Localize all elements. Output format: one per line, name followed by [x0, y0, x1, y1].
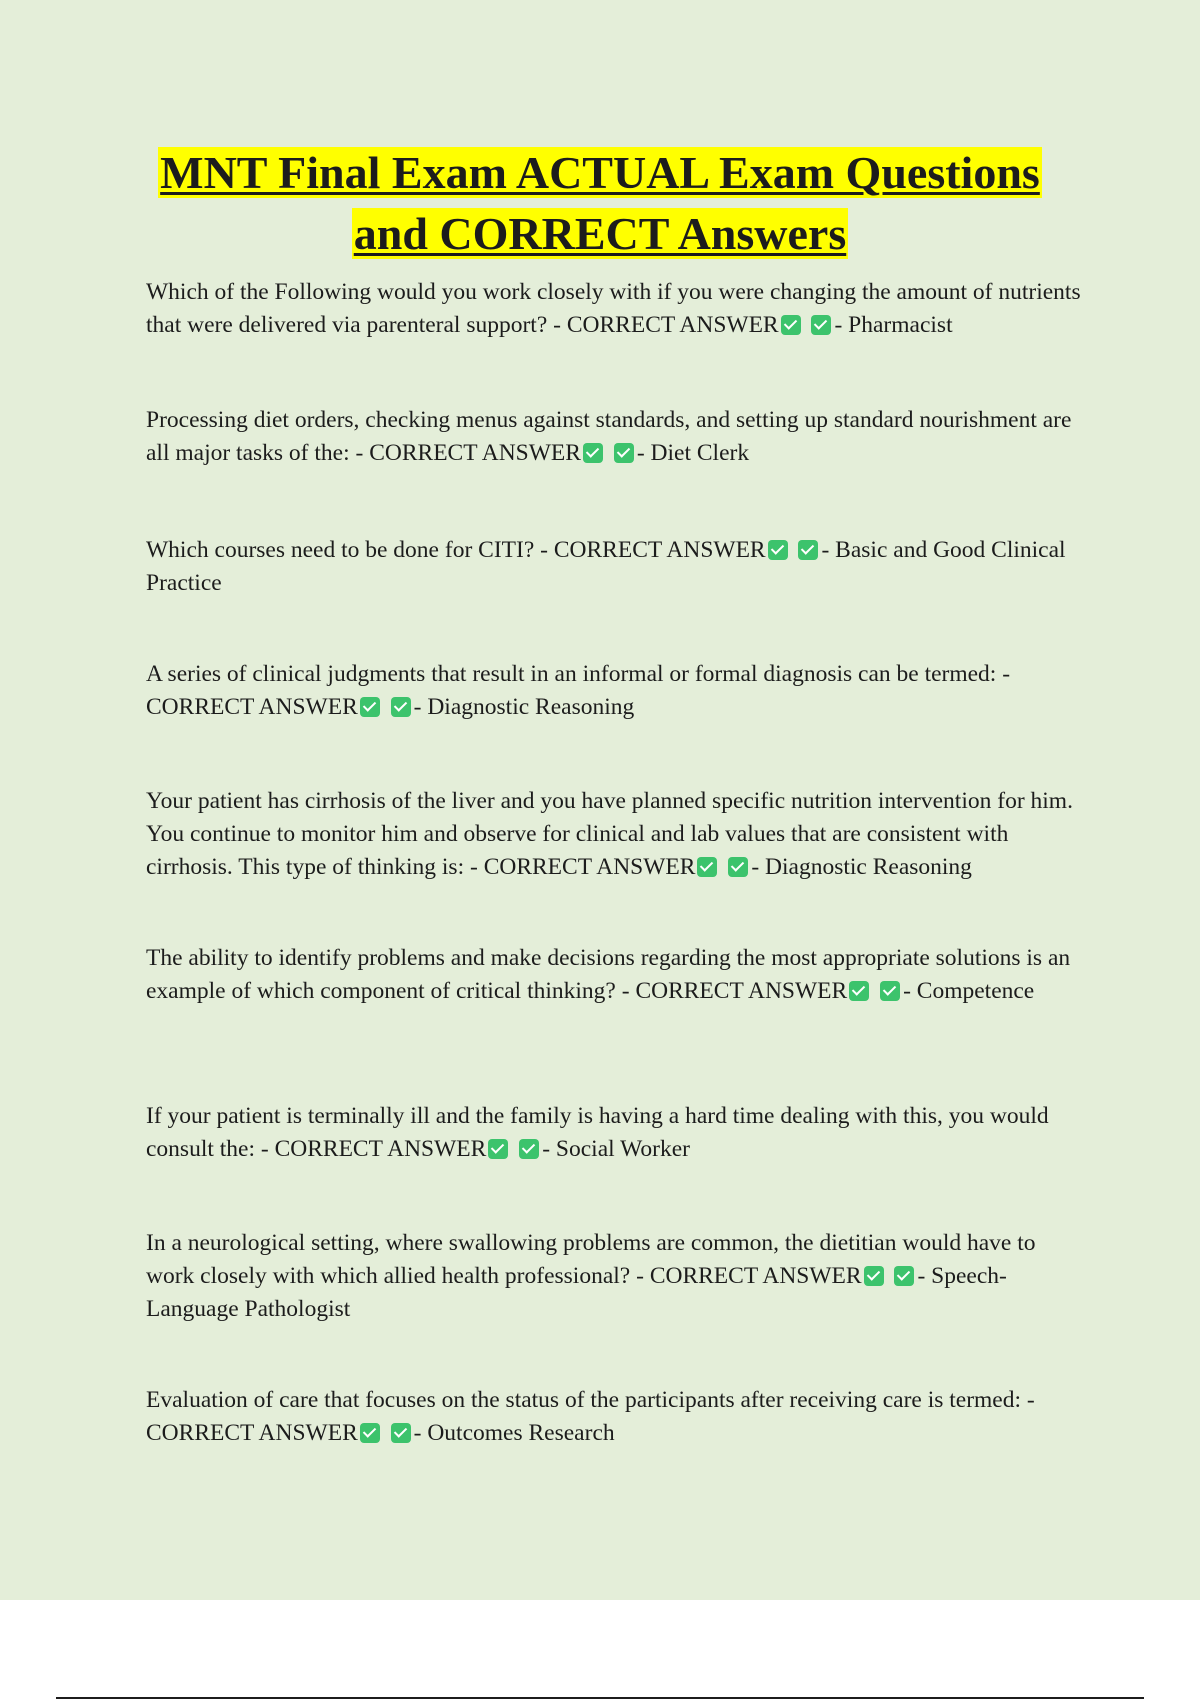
- answer-text: - Speech-Language Pathologist: [146, 1263, 1007, 1322]
- answer-marker: CORRECT ANSWER: [146, 1420, 358, 1446]
- question-text: Evaluation of care that focuses on the status of the participants after receiving care is termed: -: [146, 1387, 1035, 1413]
- qa-item: [146, 404, 1086, 470]
- answer-marker: CORRECT ANSWER: [649, 1263, 862, 1289]
- qa-item: [146, 1227, 1086, 1326]
- checkmark-icon: [864, 1266, 884, 1286]
- answer-text: - Social Worker: [542, 1136, 690, 1162]
- checkmark-icon: [894, 1266, 914, 1286]
- qa-item: [146, 1384, 1086, 1450]
- checkmark-icon: [697, 857, 717, 877]
- answer-marker: CORRECT ANSWER: [483, 854, 696, 880]
- qa-item: [146, 276, 1086, 342]
- qa-item: [146, 942, 1086, 1008]
- answer-marker: CORRECT ANSWER: [635, 978, 848, 1004]
- checkmark-icon: [583, 443, 603, 463]
- answer-text: - Competence: [903, 978, 1035, 1004]
- answer-text: - Outcomes Research: [413, 1420, 615, 1446]
- question-text: In a neurological setting, where swallowing problems are common, the dietitian would have to work closely with which allied health professional? -: [146, 1230, 1036, 1289]
- checkmark-icon: [519, 1139, 539, 1159]
- answer-text: - Basic and Good Clinical Practice: [146, 537, 1066, 596]
- checkmark-icon: [391, 697, 411, 717]
- answer-marker: CORRECT ANSWER: [566, 312, 779, 338]
- answer-text: - Diet Clerk: [636, 440, 750, 466]
- qa-item: [146, 534, 1086, 600]
- footer-divider: [56, 1697, 1144, 1699]
- answer-text: - Diagnostic Reasoning: [413, 694, 635, 720]
- checkmark-icon: [391, 1423, 411, 1443]
- answer-text: - Diagnostic Reasoning: [751, 854, 972, 880]
- qa-item: [146, 658, 1086, 724]
- question-text: Which courses need to be done for CITI? -: [146, 537, 554, 563]
- qa-item: [146, 785, 1086, 884]
- checkmark-icon: [768, 540, 788, 560]
- answer-marker: CORRECT ANSWER: [553, 537, 766, 563]
- question-text: Which of the Following would you work closely with if you were changing the amount of nutrients that were delivered via parenteral support? -: [146, 279, 1081, 338]
- question-text: A series of clinical judgments that result in an informal or formal diagnosis can be termed: -: [146, 661, 1011, 687]
- checkmark-icon: [781, 315, 801, 335]
- question-text: If your patient is terminally ill and the family is having a hard time dealing with this, you would consult the: -: [146, 1103, 1049, 1162]
- checkmark-icon: [728, 857, 748, 877]
- answer-marker: CORRECT ANSWER: [274, 1136, 487, 1162]
- checkmark-icon: [811, 315, 831, 335]
- question-text: Processing diet orders, checking menus against standards, and setting up standard nourishment are all major tasks of the: -: [146, 407, 1072, 466]
- question-text: The ability to identify problems and make decisions regarding the most appropriate solutions is an example of which component of critical thinking? -: [146, 945, 1071, 1004]
- question-text: Your patient has cirrhosis of the liver and you have planned specific nutrition intervention for him. You continue to monitor him and observe for clinical and lab values that are consistent with cirrhosis. This type of thinking is: -: [146, 788, 1073, 880]
- checkmark-icon: [360, 697, 380, 717]
- checkmark-icon: [798, 540, 818, 560]
- answer-marker: CORRECT ANSWER: [369, 440, 581, 466]
- answer-marker: CORRECT ANSWER: [146, 694, 358, 720]
- answer-text: - Pharmacist: [834, 312, 953, 338]
- checkmark-icon: [880, 981, 900, 1001]
- document-title: [120, 142, 1080, 264]
- title-line-1: MNT Final Exam ACTUAL Exam Questions: [160, 147, 1040, 198]
- qa-item: [146, 1100, 1086, 1166]
- title-line-2: and CORRECT Answers: [353, 208, 847, 259]
- checkmark-icon: [488, 1139, 508, 1159]
- checkmark-icon: [614, 443, 634, 463]
- checkmark-icon: [360, 1423, 380, 1443]
- checkmark-icon: [849, 981, 869, 1001]
